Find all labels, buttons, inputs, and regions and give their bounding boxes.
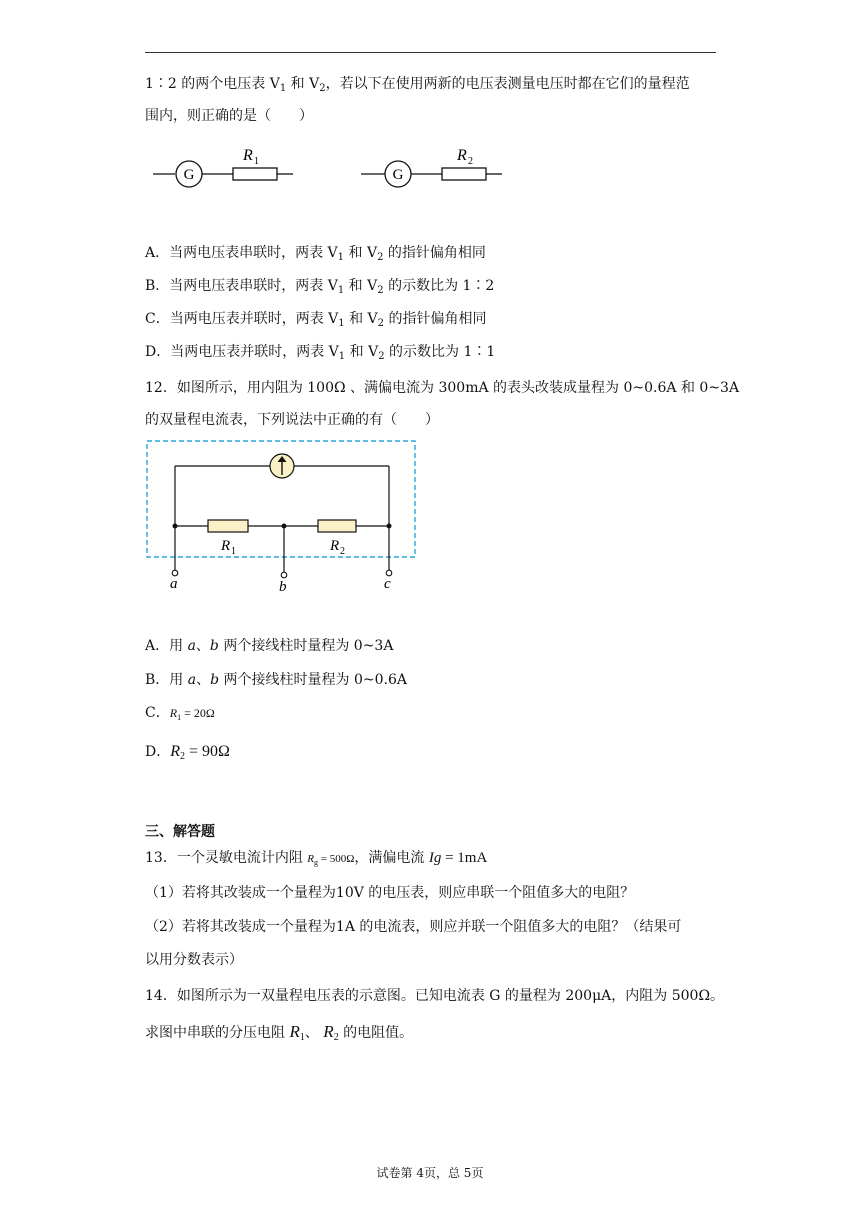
q14-stem-line1: 14．如图所示为一双量程电压表的示意图。已知电流表 G 的量程为 200μA，内阻为 500Ω。 bbox=[145, 988, 725, 1004]
g2-label: G bbox=[392, 167, 404, 183]
q11-figure bbox=[145, 140, 515, 196]
r2-label: R bbox=[457, 147, 467, 164]
q12-option-a: A．用 a、b 两个接线柱时量程为 0~3A bbox=[145, 638, 394, 654]
terminal-c-label: c bbox=[384, 576, 391, 592]
r1-sub: 1 bbox=[231, 546, 236, 557]
q12-option-c: C．$R_1 = 20\Omega$ bbox=[145, 705, 215, 722]
terminal-c-icon bbox=[386, 570, 392, 576]
q13-sub2-line1: （2）若将其改装成一个量程为1A 的电流表，则应并联一个阻值多大的电阻？（结果可 bbox=[145, 919, 682, 935]
q13-sub1: （1）若将其改装成一个量程为10V 的电压表，则应串联一个阻值多大的电阻？ bbox=[145, 885, 635, 901]
section-title: 三、解答题 bbox=[145, 824, 215, 840]
q12-option-b: B．用 a、b 两个接线柱时量程为 0~0.6A bbox=[145, 672, 407, 688]
r2-sub: 2 bbox=[340, 546, 345, 557]
r2-sub: 2 bbox=[468, 156, 473, 167]
r2-label: R bbox=[330, 538, 340, 554]
page-footer: 试卷第 4页，总 5页 bbox=[376, 1166, 484, 1180]
voltmeter-2-diagram bbox=[361, 147, 502, 187]
q12-stem-line2: 的双量程电流表，下列说法中正确的有（ ） bbox=[145, 412, 439, 428]
terminal-b-label: b bbox=[279, 579, 287, 595]
terminal-b-icon bbox=[281, 572, 287, 578]
q11-stem-line2: 围内，则正确的是（ ） bbox=[145, 108, 313, 124]
resistor-r1-icon bbox=[233, 168, 277, 180]
q11-option-a: A．当两电压表串联时，两表 $V_1$ 和 $V_2$ 的指针偏角相同 bbox=[145, 245, 486, 263]
voltmeter-1-diagram bbox=[153, 147, 293, 187]
q13-stem: 13．一个灵敏电流计内阻 $R_g = 500\Omega$，满偏电流 Ig = 1mA bbox=[145, 850, 488, 867]
q12-stem-line1: 12．如图所示，用内阻为 100Ω 、满偏电流为 300mA 的表头改装成量程为 0~0.6A 和 0~3A bbox=[145, 380, 740, 396]
terminal-a-icon bbox=[172, 570, 178, 576]
q11-stem-line1: 1∶2 的两个电压表 $V_1$ 和 $V_2$，若以下在使用两新的电压表测量电压时都在它们的量程范 bbox=[145, 76, 690, 94]
r1-sub: 1 bbox=[254, 156, 259, 167]
q13-sub2-line2: 以用分数表示） bbox=[145, 952, 243, 968]
resistor-r2-icon bbox=[318, 520, 356, 532]
q11-option-b: B．当两电压表串联时，两表 $V_1$ 和 $V_2$ 的示数比为 1∶2 bbox=[145, 278, 495, 296]
header-rule bbox=[145, 52, 716, 53]
g1-label: G bbox=[183, 167, 195, 183]
r1-label: R bbox=[243, 147, 253, 164]
q12-figure bbox=[140, 436, 430, 596]
r1-label: R bbox=[221, 538, 231, 554]
resistor-r1-icon bbox=[208, 520, 248, 532]
terminal-a-label: a bbox=[170, 576, 178, 592]
resistor-r2-icon bbox=[442, 168, 486, 180]
q11-option-d: D．当两电压表并联时，两表 $V_1$ 和 $V_2$ 的示数比为 1∶1 bbox=[145, 344, 496, 362]
q12-option-d: D．$R_2 = 90\Omega$ bbox=[145, 743, 230, 762]
q14-stem-line2: 求图中串联的分压电阻 $R_1$、 $R_2$ 的电阻值。 bbox=[145, 1022, 414, 1043]
q11-option-c: C．当两电压表并联时，两表 $V_1$ 和 $V_2$ 的指针偏角相同 bbox=[145, 311, 487, 329]
